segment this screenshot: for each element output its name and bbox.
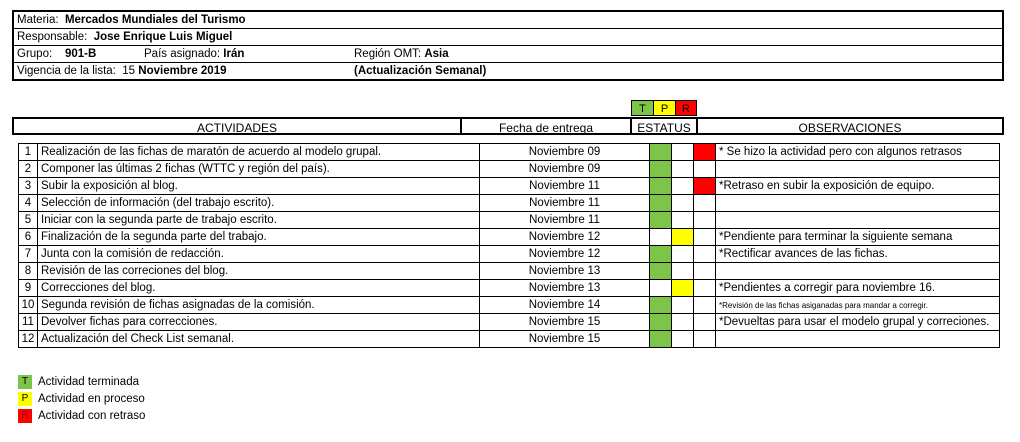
legend-item [18,408,145,424]
legend-text: Actividad con retraso [38,410,146,422]
row-number: 12 [19,331,38,348]
row-observation: *Pendientes a corregir para noviembre 16. [716,280,1000,297]
region-group [354,46,449,62]
status-r-cell [694,280,716,297]
row-date: Noviembre 09 [480,144,650,161]
status-p-cell [672,195,694,212]
row-number: 3 [19,178,38,195]
table-row [19,212,1000,229]
row-number: 8 [19,263,38,280]
status-p-cell [672,280,694,297]
legend-text: Actividad en proceso [38,393,145,405]
actualizacion-label: (Actualización Semanal) [354,65,487,77]
row-number: 10 [19,297,38,314]
status-t-cell [650,229,672,246]
table-row [19,178,1000,195]
materia-value: Mercados Mundiales del Turismo [64,14,246,26]
status-p-cell [672,314,694,331]
vigencia-label: Vigencia de la lista: [17,65,116,77]
status-p-cell [672,246,694,263]
table-row [19,144,1000,161]
row-activity: Revisión de las correciones del blog. [38,263,480,280]
table-row [19,195,1000,212]
table-row [19,229,1000,246]
vigencia-row [14,63,1002,79]
status-r-cell [694,195,716,212]
header-estatus: ESTATUS [630,117,698,135]
activities-table [18,143,1000,348]
pais-label: País asignado: [144,48,221,60]
row-number: 4 [19,195,38,212]
legend-swatch: R [18,409,32,423]
legend-swatch: T [18,375,32,389]
row-observation: *Retraso en subir la exposición de equipo. [716,178,1000,195]
row-number: 11 [19,314,38,331]
table-row [19,263,1000,280]
status-t-cell [650,178,672,195]
table-row [19,161,1000,178]
status-p-cell [672,331,694,348]
row-activity: Actualización del Check List semanal. [38,331,480,348]
row-observation: *Pendiente para terminar la siguiente semana [716,229,1000,246]
status-r-cell [694,229,716,246]
status-t-cell [650,246,672,263]
row-activity: Selección de información (del trabajo escrito). [38,195,480,212]
header-fecha: Fecha de entrega [462,117,630,135]
row-observation [716,161,1000,178]
row-date: Noviembre 12 [480,229,650,246]
header-actividades: ACTIVIDADES [12,117,462,135]
row-number: 7 [19,246,38,263]
status-r-cell [694,246,716,263]
materia-label: Materia: [17,14,59,26]
status-p-cell [672,161,694,178]
grupo-value: 901-B [64,48,97,60]
status-p-cell [672,263,694,280]
row-activity: Correcciones del blog. [38,280,480,297]
region-label: Región OMT: [354,48,422,60]
legend [18,374,145,425]
status-p-cell [672,178,694,195]
row-observation [716,212,1000,229]
header-observaciones: OBSERVACIONES [698,117,1004,135]
row-date: Noviembre 13 [480,280,650,297]
row-date: Noviembre 14 [480,297,650,314]
vigencia-day: 15 [122,65,136,77]
status-letters [631,100,697,116]
status-t-cell [650,297,672,314]
row-observation [716,195,1000,212]
status-t-cell [650,144,672,161]
status-t-cell [650,263,672,280]
status-letter-r: R [675,100,697,116]
grupo-row [14,46,1002,63]
table-row [19,246,1000,263]
row-observation [716,263,1000,280]
status-r-cell [694,161,716,178]
table-row [19,314,1000,331]
status-r-cell [694,178,716,195]
row-activity: Iniciar con la segunda parte de trabajo escrito. [38,212,480,229]
legend-item [18,391,145,407]
status-t-cell [650,161,672,178]
grupo-label: Grupo: [17,48,53,60]
row-date: Noviembre 12 [480,246,650,263]
status-t-cell [650,212,672,229]
status-letter-t: T [631,100,653,116]
row-number: 9 [19,280,38,297]
status-t-cell [650,331,672,348]
row-activity: Subir la exposición al blog. [38,178,480,195]
row-observation: * Se hizo la actividad pero con algunos retrasos [716,144,1000,161]
status-p-cell [672,144,694,161]
row-date: Noviembre 15 [480,331,650,348]
status-t-cell [650,280,672,297]
table-row [19,280,1000,297]
status-t-cell [650,314,672,331]
row-observation [716,331,1000,348]
info-block [12,10,1004,81]
status-r-cell [694,144,716,161]
row-activity: Junta con la comisión de redacción. [38,246,480,263]
row-date: Noviembre 13 [480,263,650,280]
row-date: Noviembre 11 [480,195,650,212]
row-observation: *Rectificar avances de las fichas. [716,246,1000,263]
legend-swatch: P [18,392,32,406]
row-date: Noviembre 15 [480,314,650,331]
status-p-cell [672,297,694,314]
row-number: 6 [19,229,38,246]
status-letter-p: P [653,100,675,116]
row-number: 5 [19,212,38,229]
table-row [19,331,1000,348]
row-number: 2 [19,161,38,178]
responsable-label: Responsable: [17,31,88,43]
legend-item [18,374,145,390]
row-observation: *Devueltas para usar el modelo grupal y correciones. [716,314,1000,331]
status-r-cell [694,331,716,348]
row-number: 1 [19,144,38,161]
row-date: Noviembre 11 [480,212,650,229]
row-activity: Devolver fichas para correcciones. [38,314,480,331]
legend-text: Actividad terminada [38,376,139,388]
responsable-row [14,29,1002,46]
pais-value: Irán [223,48,245,60]
materia-row [14,12,1002,29]
row-observation: *Revisión de las fichas asiganadas para mandar a corregir. [716,297,1000,314]
row-date: Noviembre 09 [480,161,650,178]
status-r-cell [694,314,716,331]
status-r-cell [694,263,716,280]
pais-group [144,46,244,62]
status-p-cell [672,212,694,229]
table-row [19,297,1000,314]
status-r-cell [694,297,716,314]
region-value: Asia [424,48,449,60]
status-r-cell [694,212,716,229]
status-t-cell [650,195,672,212]
vigencia-value: Noviembre 2019 [138,65,227,77]
status-p-cell [672,229,694,246]
row-activity: Componer las últimas 2 fichas (WTTC y región del país). [38,161,480,178]
row-activity: Segunda revisión de fichas asignadas de la comisión. [38,297,480,314]
responsable-value: Jose Enrique Luis Miguel [93,31,233,43]
row-activity: Finalización de la segunda parte del trabajo. [38,229,480,246]
row-date: Noviembre 11 [480,178,650,195]
row-activity: Realización de las fichas de maratón de acuerdo al modelo grupal. [38,144,480,161]
